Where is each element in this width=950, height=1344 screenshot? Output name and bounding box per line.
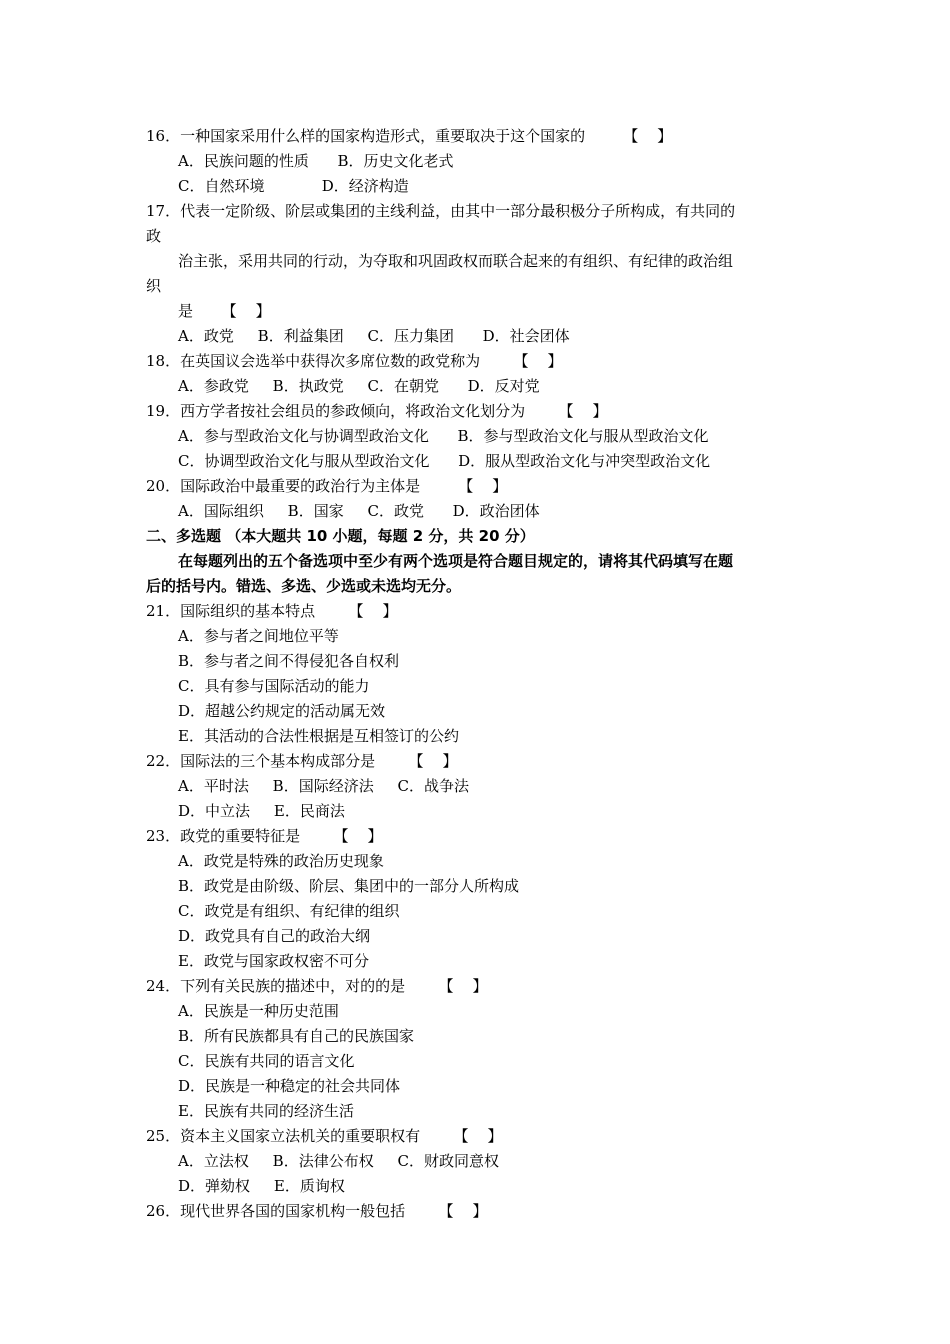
question-23-option-e: E．政党与国家政权密不可分 xyxy=(178,952,369,970)
question-23-option-d: D．政党具有自己的政治大纲 xyxy=(178,927,371,945)
question-21-option-e: E．其活动的合法性根据是互相签订的公约 xyxy=(178,727,459,745)
question-25-options-abc: A．立法权 B．法律公布权 C．财政同意权 xyxy=(178,1152,500,1170)
question-22: 22．国际法的三个基本构成部分是 【 】 xyxy=(146,752,458,770)
question-24-option-d: D．民族是一种稳定的社会共同体 xyxy=(178,1077,401,1095)
question-23-option-b: B．政党是由阶级、阶层、集团中的一部分人所构成 xyxy=(178,877,520,895)
question-21: 21．国际组织的基本特点 【 】 xyxy=(146,602,398,620)
question-23: 23．政党的重要特征是 【 】 xyxy=(146,827,383,845)
question-23-option-c: C．政党是有组织、有纪律的组织 xyxy=(178,902,400,920)
question-25-options-de: D．弹劾权 E．质询权 xyxy=(178,1177,345,1195)
question-17-options: A．政党 B．利益集团 C．压力集团 D．社会团体 xyxy=(178,327,570,345)
question-20-options: A．国际组织 B．国家 C．政党 D．政治团体 xyxy=(178,502,540,520)
question-21-option-a: A．参与者之间地位平等 xyxy=(178,627,339,645)
question-26: 26．现代世界各国的国家机构一般包括 【 】 xyxy=(146,1202,488,1220)
question-21-option-d: D．超越公约规定的活动属无效 xyxy=(178,702,386,720)
question-25: 25．资本主义国家立法机关的重要职权有 【 】 xyxy=(146,1127,503,1145)
question-17-line-1-wrap: 政 xyxy=(146,227,162,245)
question-22-options-abc: A．平时法 B．国际经济法 C．战争法 xyxy=(178,777,470,795)
question-24-option-c: C．民族有共同的语言文化 xyxy=(178,1052,355,1070)
question-18-options: A．参政党 B．执政党 C．在朝党 D．反对党 xyxy=(178,377,540,395)
question-17-line-3: 是 【 】 xyxy=(178,302,271,320)
question-17-line-2: 治主张，采用共同的行动，为夺取和巩固政权而联合起来的有组织、有纪律的政治组 xyxy=(178,252,734,270)
question-24-option-b: B．所有民族都具有自己的民族国家 xyxy=(178,1027,415,1045)
section-instructions-2: 后的括号内。错选、多选、少选或未选均无分。 xyxy=(146,577,462,595)
question-19-options-cd: C．协调型政治文化与服从型政治文化 D．服从型政治文化与冲突型政治文化 xyxy=(178,452,711,470)
question-16: 16．一种国家采用什么样的国家构造形式，重要取决于这个国家的 【 】 xyxy=(146,127,673,145)
question-16-options-cd: C．自然环境 D．经济构造 xyxy=(178,177,409,195)
question-19: 19．西方学者按社会组员的参政倾向，将政治文化划分为 【 】 xyxy=(146,402,608,420)
question-21-option-b: B．参与者之间不得侵犯各自权利 xyxy=(178,652,400,670)
section-instructions-1: 在每题列出的五个备选项中至少有两个选项是符合题目规定的，请将其代码填写在题 xyxy=(178,552,734,570)
question-19-options-ab: A．参与型政治文化与协调型政治文化 B．参与型政治文化与服从型政治文化 xyxy=(178,427,709,445)
question-24-option-e: E．民族有共同的经济生活 xyxy=(178,1102,354,1120)
question-20: 20．国际政治中最重要的政治行为主体是 【 】 xyxy=(146,477,508,495)
question-23-option-a: A．政党是特殊的政治历史现象 xyxy=(178,852,384,870)
question-17-line-1: 17．代表一定阶级、阶层或集团的主线利益，由其中一部分最积极分子所构成，有共同的 xyxy=(146,202,736,220)
question-18: 18．在英国议会选举中获得次多席位数的政党称为 【 】 xyxy=(146,352,563,370)
question-16-options-ab: A．民族问题的性质 B．历史文化老式 xyxy=(178,152,454,170)
question-17-line-2-wrap: 织 xyxy=(146,277,162,295)
question-21-option-c: C．具有参与国际活动的能力 xyxy=(178,677,370,695)
question-22-options-de: D．中立法 E．民商法 xyxy=(178,802,345,820)
section-heading: 二、多选题 （本大题共 10 小题，每题 2 分，共 20 分） xyxy=(146,527,535,545)
question-24: 24．下列有关民族的描述中，对的的是 【 】 xyxy=(146,977,488,995)
question-24-option-a: A．民族是一种历史范围 xyxy=(178,1002,339,1020)
